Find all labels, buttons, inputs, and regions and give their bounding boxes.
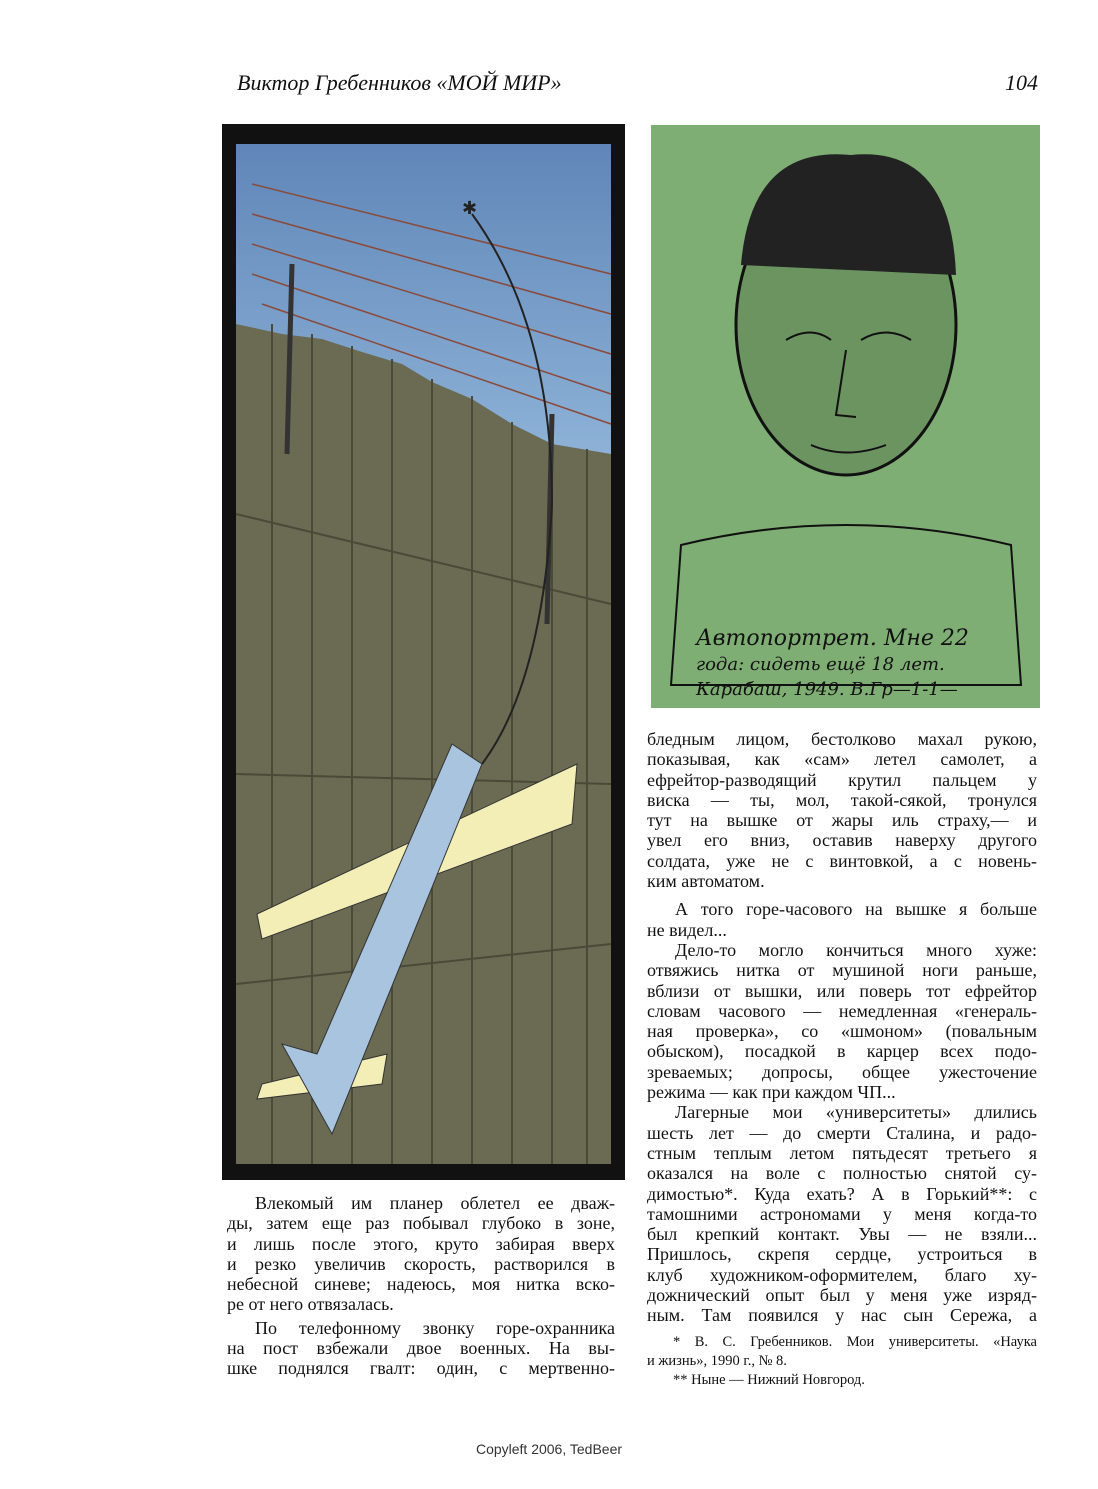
text-line: Дело-то могло кончиться много хуже: [675, 939, 1037, 960]
text-line: дожнический опыт был у меня уже изряд- [647, 1285, 1037, 1306]
text-line: зреваемых; допросы, общее ужесточение [647, 1061, 1037, 1082]
text-line: ким автоматом. [647, 871, 765, 892]
text-line: и лишь после этого, круто забирая вверх [227, 1233, 615, 1254]
text-line: и резко увеличив скорость, растворился в [227, 1253, 615, 1274]
text-line: словам часового — немедленная «генераль- [647, 1000, 1037, 1021]
text-line: А того горе-часового на вышке я больше [675, 899, 1037, 920]
text-line: солдата, уже не с винтовкой, а с новень- [647, 850, 1037, 871]
text-line: бледным лицом, бестолково махал рукою, [647, 729, 1037, 749]
text-line: ефрейтор-разводящий крутил пальцем у [647, 769, 1037, 790]
text-line: обыском), посадкой в карцер всех подо- [647, 1041, 1037, 1062]
text-line: По телефонному звонку горе-охранника [255, 1317, 615, 1338]
text-line: не видел... [647, 919, 727, 940]
text-line: ная проверка», со «шмоном» (повальным [647, 1021, 1037, 1042]
text-line: димостью*. Куда ехать? А в Горький**: с [647, 1183, 1037, 1204]
text-line: был крепкий контакт. Увы — не взяли... [647, 1224, 1037, 1245]
text-line: Влекомый им планер облетел ее дваж- [255, 1193, 615, 1213]
text-line: шке поднялся гвалт: один, с мертвенно- [227, 1358, 615, 1379]
footnotes [647, 1333, 1037, 1390]
text-line: оказался на воле с полностью снятой су- [647, 1163, 1037, 1184]
text-line: Лагерные мои «университеты» длились [675, 1102, 1037, 1123]
fence-glider-illustration [222, 124, 625, 1180]
self-portrait-illustration [651, 125, 1040, 708]
footnote-line: и жизнь», 1990 г., № 8. [647, 1353, 787, 1369]
svg-text:года: сидеть ещё 18 лет.: года: сидеть ещё 18 лет. [696, 654, 945, 675]
running-header-title: Виктор Гребенников «МОЙ МИР» [237, 70, 562, 95]
text-line: вблизи от вышки, или поверь тот ефрейтор [647, 980, 1037, 1001]
svg-text:Карабаш, 1949. В.Гр—1-1—: Карабаш, 1949. В.Гр—1-1— [696, 679, 958, 700]
text-line: стным теплым летом пятьдесят третьего я [647, 1142, 1037, 1163]
text-line: небесной синеве; надеюсь, моя нитка вско- [227, 1274, 615, 1295]
text-line: тут на вышке от жары иль страху,— и [647, 810, 1037, 831]
text-line: тамошними астрономами у меня когда-то [647, 1203, 1037, 1224]
text-line: ным. Там появился у нас сын Сережа, а [647, 1305, 1037, 1326]
svg-text:Автопортрет. Мне 22: Автопортрет. Мне 22 [696, 626, 969, 651]
text-line: шесть лет — до смерти Сталина, и радо- [647, 1122, 1037, 1143]
copyright-footer: Copyleft 2006, TedBeer [475, 1441, 623, 1457]
right-text-column [647, 729, 1037, 1326]
text-line: ре от него отвязалась. [227, 1294, 394, 1315]
text-line: на пост взбежали двое военных. На вы- [227, 1338, 615, 1359]
svg-text:✱: ✱ [462, 198, 478, 218]
text-line: Пришлось, скрепя сердце, устроиться в [647, 1244, 1037, 1265]
text-line: клуб художником-оформителем, благо ху- [647, 1264, 1037, 1285]
footnote-line: * В. С. Гребенников. Мои университеты. «Наука [673, 1334, 1037, 1350]
footnote-line: ** Ныне — Нижний Новгород. [673, 1372, 865, 1388]
text-line: показывая, как «сам» летел самолет, а [647, 749, 1037, 770]
text-line: ды, затем еще раз побывал глубоко в зоне, [227, 1213, 615, 1234]
text-line: отвяжись нитка от мушиной ноги раньше, [647, 960, 1037, 981]
text-line: виска — ты, мол, такой-сякой, тронулся [647, 789, 1037, 810]
page-number: 104 [1005, 70, 1038, 95]
text-line: увел его вниз, оставив наверху другого [647, 830, 1037, 851]
left-text-column [227, 1193, 615, 1379]
text-line: режима — как при каждом ЧП... [647, 1082, 896, 1103]
